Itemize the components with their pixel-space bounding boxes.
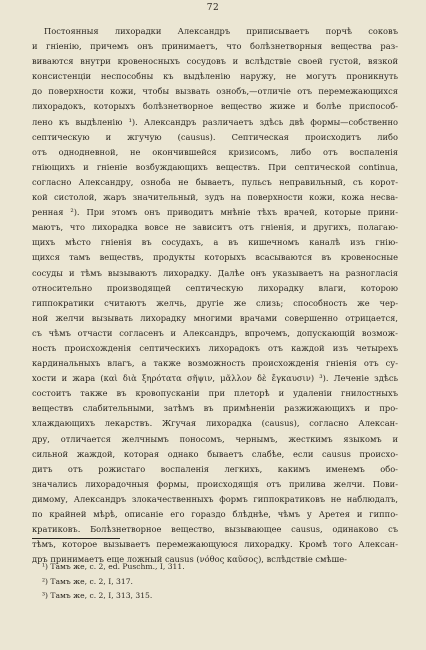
text-line: гніющихъ и гніеніе возбуждающихъ веществъ. При септической continua,	[32, 161, 398, 172]
text-line: виваются внутри кровеносныхъ сосудовъ и вслѣдствіе своей густой, вязкой	[32, 56, 398, 67]
text-line: до поверхности кожи, чтобы вызвать ознобъ,—отличіе отъ перемежающихся	[32, 86, 398, 97]
text-line: сильной жаждой, которая однако бываетъ слабѣе, если causus происхо-	[32, 448, 398, 459]
text-line: сосуды и тѣмъ вызываютъ лихорадку. Далѣе онъ указываетъ на разногласія	[32, 267, 398, 278]
text-line: съ чѣмъ отчасти согласенъ и Александръ, впрочемъ, допускающій возмож-	[32, 327, 398, 338]
text-line: веществъ слабительными, затѣмъ въ примѣненіи разжижающихъ и про-	[32, 403, 398, 414]
page-number: 72	[206, 3, 220, 13]
text-line: значались лихорадочныя формы, происходящія отъ прилива желчи. Пови-	[32, 478, 398, 489]
body-text	[32, 24, 398, 567]
text-line: отъ однодневной, не окончившейся кризисомъ, либо отъ воспаленія	[32, 146, 398, 157]
text-line: лихорадокъ, которыхъ болѣзнетворное вещество жиже и болѣе приспособ-	[32, 101, 398, 112]
text-line: кратиковъ. Болѣзнетворное вещество, вызывающее causus, одинаково съ	[32, 524, 398, 535]
footnotes	[42, 560, 342, 604]
text-line: септическую и жгучую (causus). Септическая происходитъ либо	[32, 131, 398, 142]
footnote: ¹) Тамъ же, с. 2, ed. Puschm., I, 311.	[42, 562, 185, 571]
text-line: дръ принимаетъ еще ложный causus (νόθος καῦσος), вслѣдствіе смѣше-	[32, 554, 347, 565]
text-line: кой систолой, жаръ значительный, зудъ на поверхности кожи, кожа несва-	[32, 192, 398, 203]
text-line: хлаждающихъ лекарствъ. Жгучая лихорадка (causus), согласно Алексан-	[32, 418, 398, 429]
text-line: Постоянныя лихорадки Александръ приписываетъ порчѣ соковъ	[44, 26, 398, 36]
text-line: дру, отличается желчнымъ поносомъ, чернымъ, жесткимъ языкомъ и	[32, 433, 398, 444]
text-line: щихся тамъ веществъ, продукты которыхъ всасываются въ кровеносные	[32, 252, 398, 263]
text-line: дитъ отъ рожистаго воспаленія легкихъ, какимъ именемъ обо-	[32, 463, 398, 474]
text-line: хости и жара (καὶ διὰ ξηρότατα σῆψιν, μᾶλλον δὲ ἔγκαυσιν) ³). Леченіе здѣсь	[32, 373, 398, 384]
footnote: ³) Тамъ же, с. 2, I, 313, 315.	[42, 591, 153, 601]
text-line: по крайней мѣрѣ, описаніе его гораздо блѣднѣе, чѣмъ у Аретея и гиппо-	[32, 509, 398, 519]
text-line: тѣмъ, которое вызываетъ перемежающуюся лихорадку. Кромѣ того Алексан-	[32, 539, 398, 550]
text-line: относительно производящей септическую лихорадку влаги, которою	[32, 282, 398, 293]
text-line: ной желчи вызывать лихорадку многими врачами совершенно отрицается,	[32, 312, 398, 323]
text-line: щихъ мѣсто гніенія въ сосудахъ, а въ кишечномъ каналѣ изъ гнію-	[32, 237, 398, 248]
text-line: маютъ, что лихорадка вовсе не зависитъ отъ гніенія, и другихъ, полагаю-	[32, 222, 398, 233]
text-line: и гніенію, причемъ онъ принимаетъ, что болѣзнетворныя вещества раз-	[32, 41, 398, 52]
text-line: согласно Александру, озноба не бываетъ, пульсъ неправильный, съ корот-	[32, 176, 398, 187]
text-line: состоитъ также въ кровопусканіи при плеторѣ и удаленіи гнилостныхъ	[32, 388, 398, 399]
text-line: гиппократики считаютъ желчь, другіе же слизь; способность же чер-	[32, 297, 398, 308]
footnote-divider	[32, 538, 120, 539]
text-line: ность происхожденія септическихъ лихорадокъ отъ каждой изъ четырехъ	[32, 342, 398, 353]
text-line: димому, Александръ злокачественныхъ формъ гиппократиковъ не наблюдалъ,	[32, 493, 398, 504]
text-line: кардинальныхъ влагъ, а также возможность происхожденія гніенія отъ су-	[32, 358, 398, 369]
text-line: консистенціи неспособны къ выдѣленію наружу, не могутъ проникнуть	[32, 71, 398, 82]
footnote: ²) Тамъ же, с. 2, I, 317.	[42, 576, 133, 586]
text-line: лено къ выдѣленію ¹). Александръ различаетъ здѣсь двѣ формы—собственно	[32, 116, 398, 127]
text-line: ренная ²). При этомъ онъ приводитъ мнѣніе тѣхъ врачей, которые прини-	[32, 207, 398, 218]
